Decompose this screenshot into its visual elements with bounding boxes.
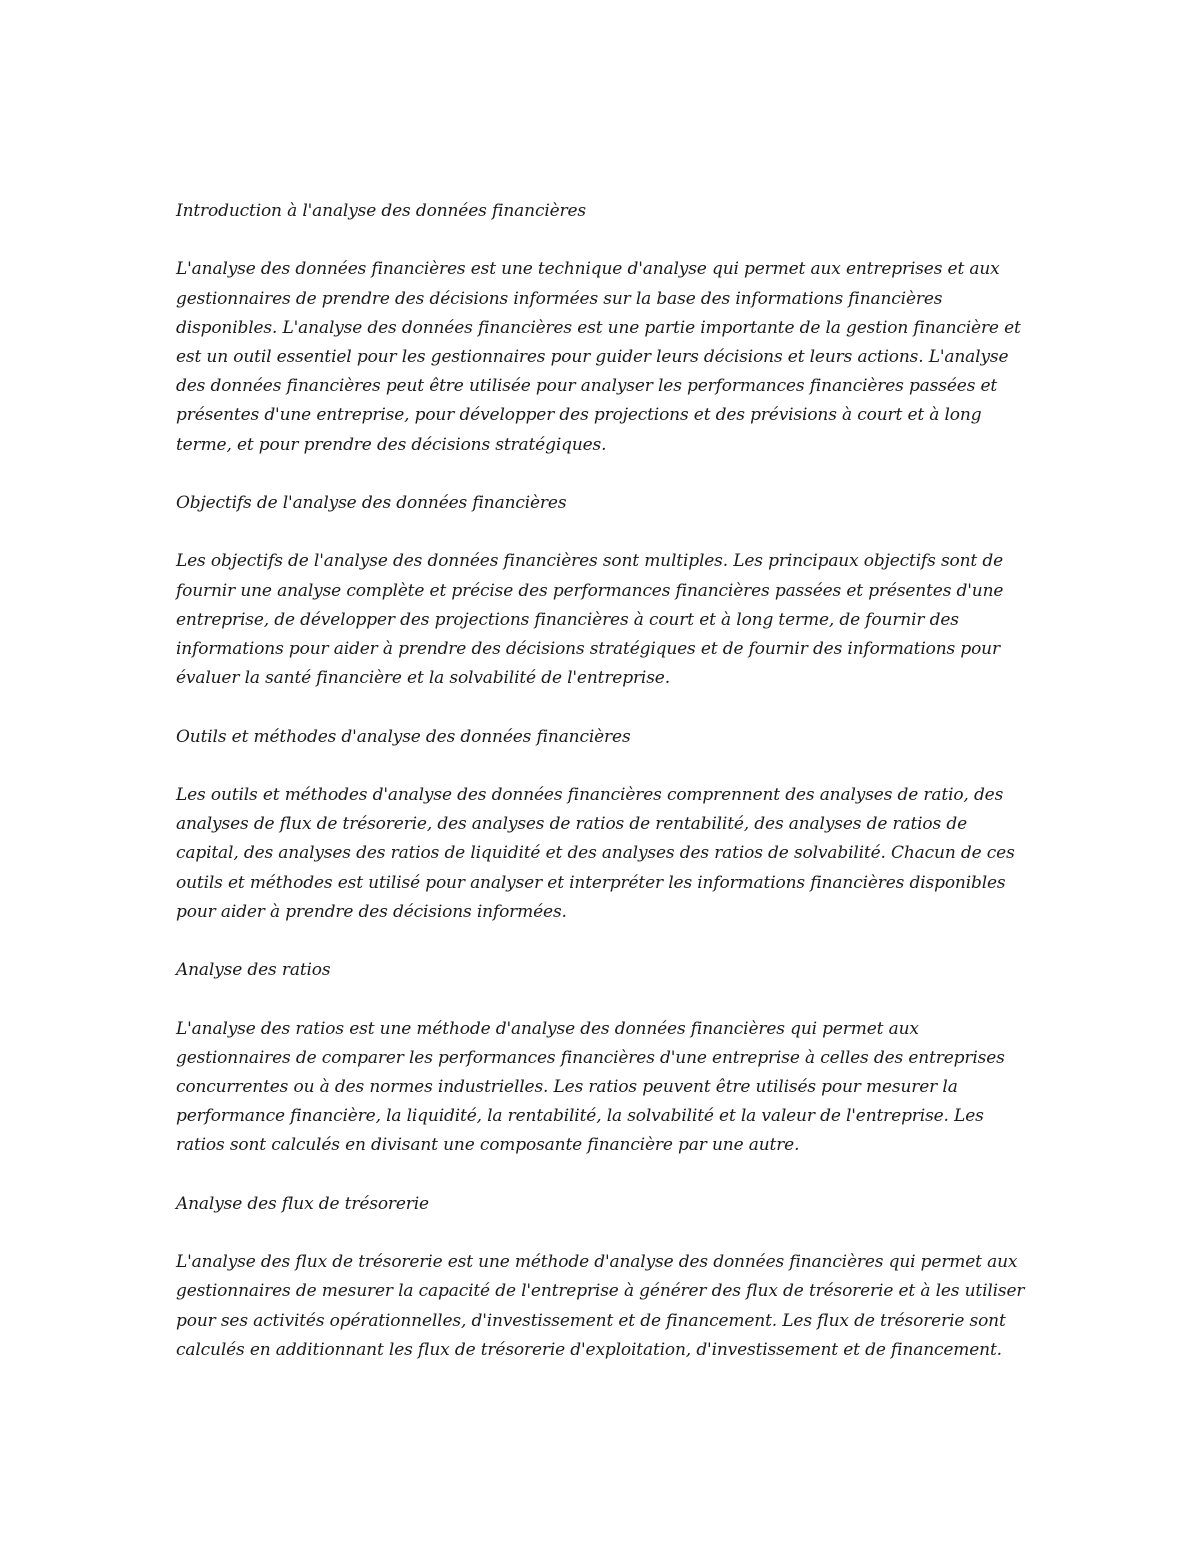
section-body-outils: Les outils et méthodes d'analyse des données financières comprennent des analyses de ratio, des analyses de flux de trésorerie, des analyses de ratios de rentabilité, des analyses de ratios de capital, des analyses des ratios de liquidité et des analyses des ratios de solvabilité. Chacun de ces outils et méthodes est utilisé pour analyser et interpréter les informations financières disponibles pour aider à prendre des décisions informées. bbox=[176, 784, 1015, 922]
section-heading-outils: Outils et méthodes d'analyse des données financières bbox=[176, 726, 631, 747]
section-heading-objectifs: Objectifs de l'analyse des données financières bbox=[176, 493, 567, 513]
section-body-ratios: L'analyse des ratios est une méthode d'analyse des données financières qui permet aux gestionnaires de comparer les performances financières d'une entreprise à celles des entreprises concurrentes ou à des normes industrielles. Les ratios peuvent être utilisés pour mesurer la performance financière, la liquidité, la rentabilité, la solvabilité et la valeur de l'entreprise. Les ratios sont calculés en divisant une composante financière par une autre. bbox=[176, 1018, 1005, 1156]
section-body-flux: L'analyse des flux de trésorerie est une méthode d'analyse des données financières qui permet aux gestionnaires de mesurer la capacité de l'entreprise à générer des flux de trésorerie et à les utiliser pour ses activités opérationnelles, d'investissement et de financement. Les flux de trésorerie sont calculés en additionnant les flux de trésorerie d'exploitation, d'investissement et de financement. bbox=[176, 1252, 1025, 1360]
section-heading-flux: Analyse des flux de trésorerie bbox=[176, 1193, 429, 1214]
section-body-introduction: L'analyse des données financières est une technique d'analyse qui permet aux entreprises et aux gestionnaires de prendre des décisions informées sur la base des informations financières disponibles. L'analyse des données financières est une partie importante de la gestion financière et est un outil essentiel pour les gestionnaires pour guider leurs décisions et leurs actions. L'analyse des données financières peut être utilisée pour analyser les performances financières passées et présentes d'une entreprise, pour développer des projections et des prévisions à court et à long terme, et pour prendre des décisions stratégiques. bbox=[176, 259, 1021, 455]
section-heading-ratios: Analyse des ratios bbox=[176, 960, 331, 981]
section-heading-introduction: Introduction à l'analyse des données financières bbox=[176, 201, 586, 221]
section-body-objectifs: Les objectifs de l'analyse des données financières sont multiples. Les principaux objectifs sont de fournir une analyse complète et précise des performances financières passées et présentes d'une entreprise, de développer des projections financières à court et à long terme, de fournir des informations pour aider à prendre des décisions stratégiques et de fournir des informations pour évaluer la santé financière et la solvabilité de l'entreprise. bbox=[176, 551, 1004, 689]
document-content bbox=[176, 197, 1028, 1394]
